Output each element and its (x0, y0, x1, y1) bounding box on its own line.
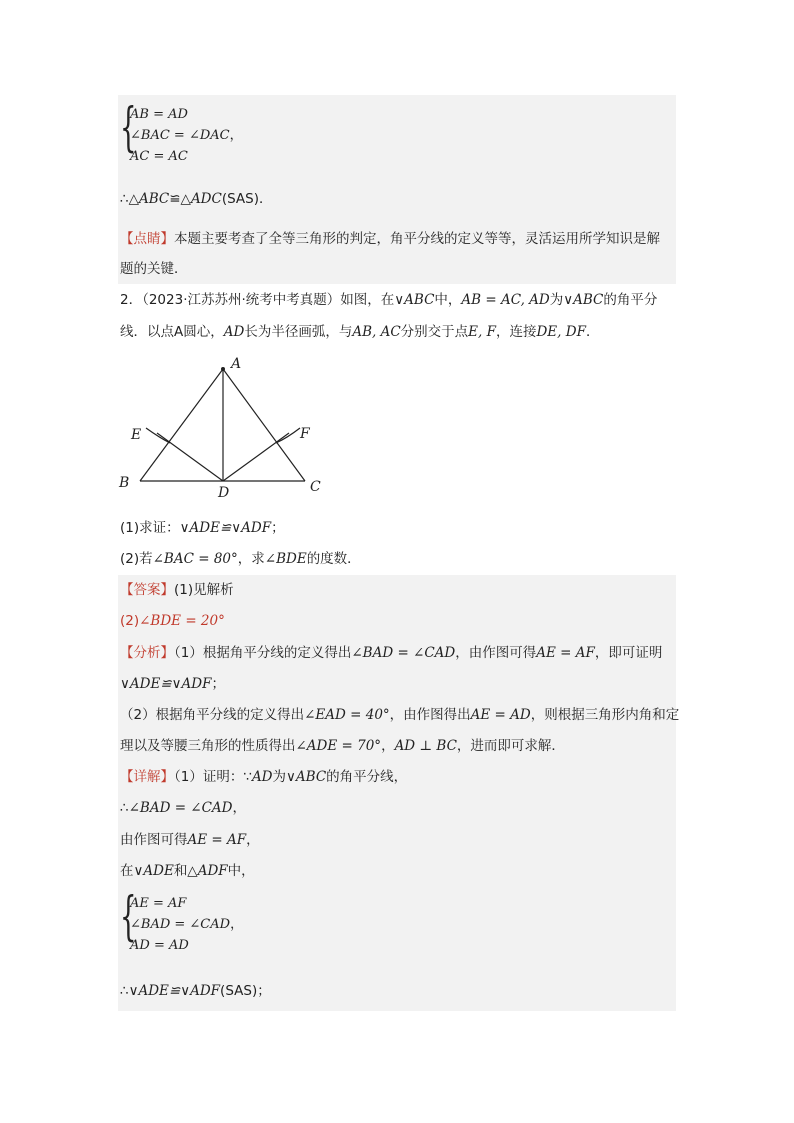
brace: { (120, 887, 137, 947)
detail-line: 在∨ADE和△ADF中， (120, 863, 255, 879)
question-line: 2．（2023·江苏苏州·统考中考真题）如图，在∨ABC中，AB = AC, AD为∨ABC的角平分 (120, 292, 658, 308)
comment-line: 【点睛】本题主要考查了全等三角形的判定，角平分线的定义等等，灵活运用所学知识是解 (120, 231, 660, 247)
comment-tag: 【点睛】 (120, 231, 174, 247)
brace: { (120, 98, 137, 158)
system-line: AE = AF (130, 896, 187, 911)
analysis-line: 【分析】（1）根据角平分线的定义得出∠BAD = ∠CAD，由作图可得AE = AF，即可证明 (120, 645, 663, 661)
conclusion-line: ∴△ABC≌△ADC(SAS)． (120, 191, 273, 207)
analysis-line: （2）根据角平分线的定义得出∠EAD = 40°，由作图得出AE = AD，则根据三角形内角和定 (120, 707, 680, 723)
equation-system (130, 104, 243, 167)
label-E: E (131, 427, 142, 443)
label-C: C (310, 479, 321, 495)
detail-line: 由作图可得AE = AF， (120, 832, 260, 848)
label-D: D (218, 485, 230, 501)
system-line: ∠BAD = ∠CAD， (130, 917, 244, 932)
answer-tag: 【答案】 (120, 582, 174, 598)
analysis-tag: 【分析】 (120, 645, 174, 661)
system-line: AB = AD (130, 107, 188, 122)
answer-line: (2)∠BDE = 20° (120, 613, 225, 629)
equation-system (130, 893, 243, 956)
part1-line: (1)求证：∨ADE≌∨ADF； (120, 520, 285, 536)
triangle-figure (112, 352, 332, 502)
detail-tag: 【详解】 (120, 769, 174, 785)
part2-line: (2)若∠BAC = 80°，求∠BDE的度数． (120, 551, 361, 567)
label-F: F (300, 426, 310, 442)
conclusion-line: ∴∨ADE≌∨ADF(SAS)； (120, 983, 271, 999)
system-line: AD = AD (130, 938, 189, 953)
analysis-line: 理以及等腰三角形的性质得出∠ADE = 70°，AD ⊥ BC，进而即可求解． (120, 738, 565, 754)
system-line: AC = AC (130, 149, 188, 164)
label-B: B (119, 475, 130, 491)
system-line: ∠BAC = ∠DAC， (130, 128, 243, 143)
detail-line: 【详解】（1）证明：∵AD为∨ABC的角平分线， (120, 769, 408, 785)
analysis-line: ∨ADE≌∨ADF； (120, 676, 225, 692)
question-line: 线．以点A圆心，AD长为半径画弧，与AB, AC分别交于点E, F，连接DE, DF． (120, 324, 600, 340)
detail-line: ∴∠BAD = ∠CAD， (120, 800, 247, 816)
label-A: A (231, 356, 242, 372)
comment-line: 题的关键． (120, 261, 188, 277)
answer-line: 【答案】(1)见解析 (120, 582, 234, 598)
